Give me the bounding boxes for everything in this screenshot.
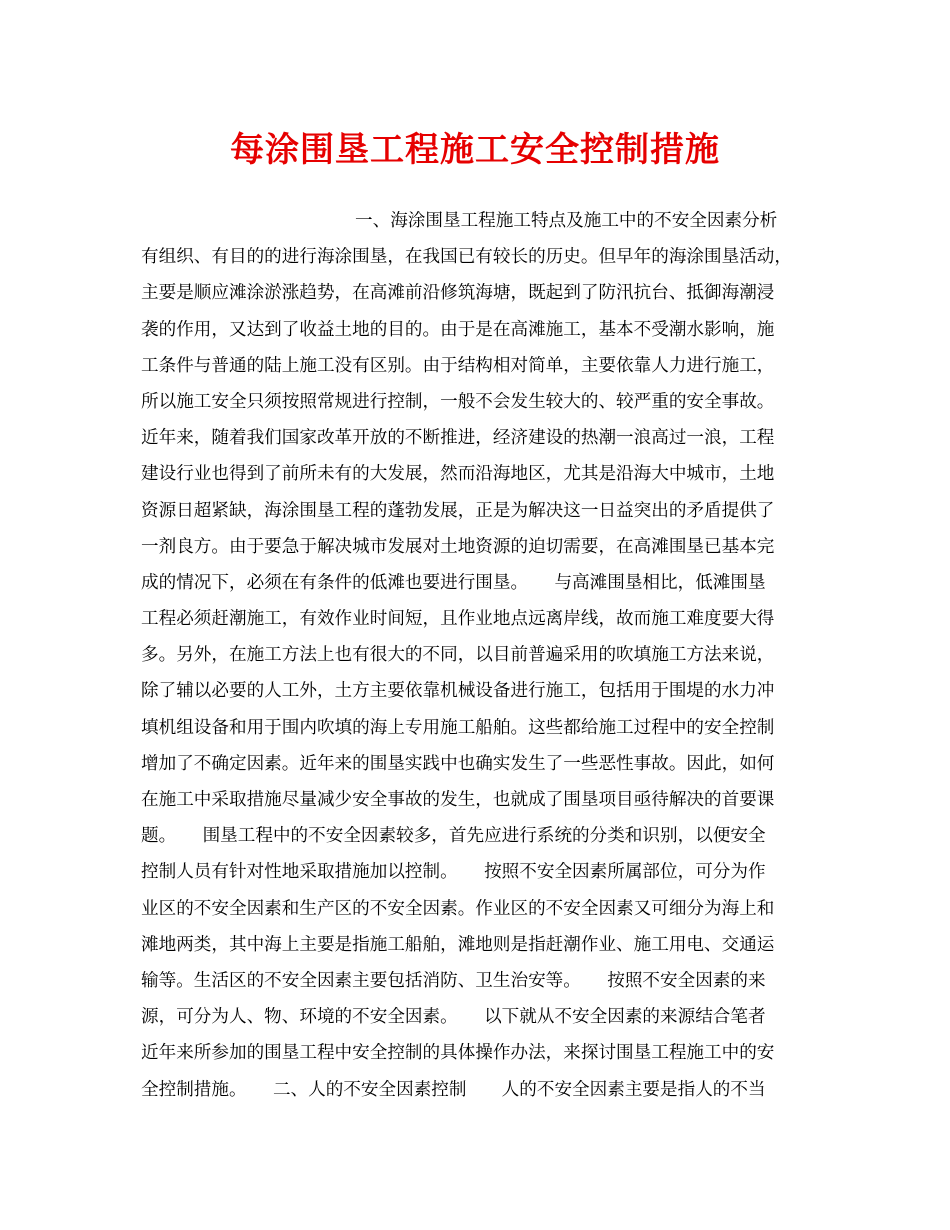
body-line: 全控制措施。 二、人的不安全因素控制 人的不安全因素主要是指人的不当	[141, 1079, 766, 1100]
body-line: 工程必须赶潮施工，有效作业时间短，且作业地点远离岸线，故而施工难度要大得	[141, 609, 775, 630]
body-line: 有组织、有目的的进行海涂围垦，在我国已有较长的历史。但早年的海涂围垦活动，	[141, 247, 792, 268]
body-line: 袭的作用，又达到了收益土地的目的。由于是在高滩施工，基本不受潮水影响，施	[141, 319, 775, 340]
body-line: 增加了不确定因素。近年来的围垦实践中也确实发生了一些恶性事故。因此，如何	[141, 753, 775, 774]
body-line: 多。另外，在施工方法上也有很大的不同，以目前普遍采用的吹填施工方法来说，	[141, 645, 775, 666]
body-line: 资源日超紧缺，海涂围垦工程的蓬勃发展，正是为解决这一日益突出的矛盾提供了	[141, 500, 775, 521]
body-line: 近年来所参加的围垦工程中安全控制的具体操作办法，来探讨围垦工程施工中的安	[141, 1043, 775, 1064]
body-line: 在施工中采取措施尽量减少安全事故的发生，也就成了围垦项目亟待解决的首要课	[141, 790, 775, 810]
body-line: 工条件与普通的陆上施工没有区别。由于结构相对简单，主要依靠人力进行施工，	[141, 355, 775, 376]
body-line: 源，可分为人、物、环境的不安全因素。 以下就从不安全因素的来源结合笔者	[141, 1007, 766, 1028]
body-line: 一剂良方。由于要急于解决城市发展对土地资源的迫切需要，在高滩围垦已基本完	[141, 536, 775, 557]
body-line: 成的情况下，必须在有条件的低滩也要进行围垦。 与高滩围垦相比，低滩围垦	[141, 572, 766, 593]
body-line: 近年来，随着我们国家改革开放的不断推进，经济建设的热潮一浪高过一浪，工程	[141, 428, 775, 449]
body-line: 一、海涂围垦工程施工特点及施工中的不安全因素分析	[355, 211, 778, 231]
body-line: 控制人员有针对性地采取措施加以控制。 按照不安全因素所属部位，可分为作	[141, 862, 766, 883]
document-title: 每涂围垦工程施工安全控制措施	[230, 130, 720, 170]
body-line: 建设行业也得到了前所未有的大发展，然而沿海地区，尤其是沿海大中城市，土地	[141, 464, 775, 485]
body-line: 滩地两类，其中海上主要是指施工船舶，滩地则是指赶潮作业、施工用电、交通运	[141, 934, 775, 955]
body-line: 输等。生活区的不安全因素主要包括消防、卫生治安等。 按照不安全因素的来	[141, 970, 766, 991]
body-line: 主要是顺应滩涂淤涨趋势，在高滩前沿修筑海塘，既起到了防汛抗台、抵御海潮浸	[141, 283, 775, 304]
body-line: 业区的不安全因素和生产区的不安全因素。作业区的不安全因素又可细分为海上和	[141, 898, 775, 919]
body-line: 所以施工安全只须按照常规进行控制，一般不会发生较大的、较严重的安全事故。	[141, 391, 775, 412]
body-line: 除了辅以必要的人工外，土方主要依靠机械设备进行施工，包括用于围堤的水力冲	[141, 681, 775, 702]
document-body	[141, 203, 821, 1108]
body-line: 题。 围垦工程中的不安全因素较多，首先应进行系统的分类和识别，以便安全	[141, 826, 766, 847]
body-line: 填机组设备和用于围内吹填的海上专用施工船舶。这些都给施工过程中的安全控制	[141, 717, 775, 738]
